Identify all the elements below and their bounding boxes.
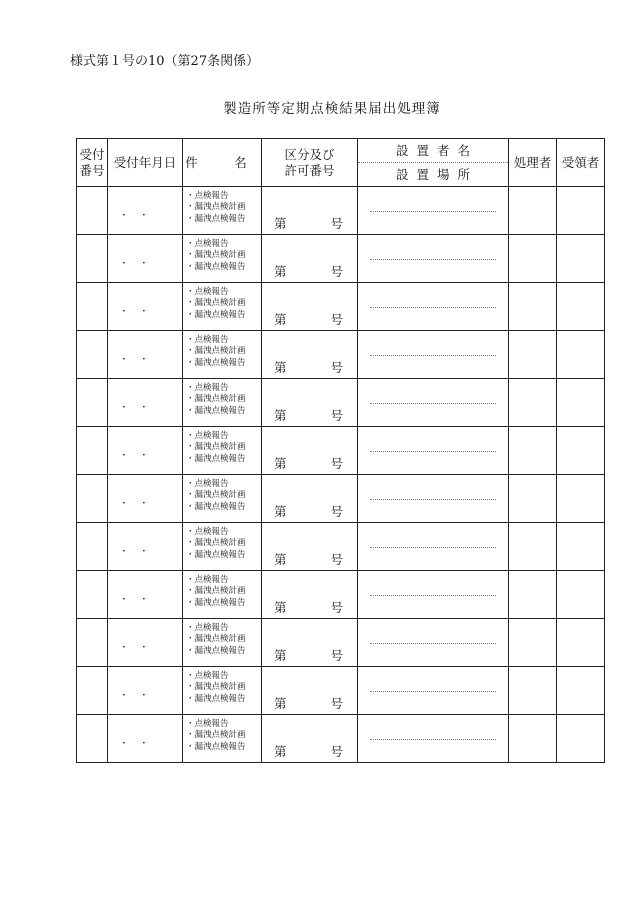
owner-divider [370, 403, 496, 404]
owner-divider [370, 451, 496, 452]
permit-cell[interactable] [262, 523, 358, 571]
subject-item: ・漏洩点検計画 [186, 730, 246, 741]
register-rows [77, 187, 605, 763]
subject-cell[interactable] [183, 187, 262, 235]
permit-suffix: 号 [330, 648, 343, 663]
subject-cell[interactable] [183, 715, 262, 763]
receipt-date-cell[interactable] [108, 571, 183, 619]
permit-cell[interactable] [262, 331, 358, 379]
permit-cell[interactable] [262, 427, 358, 475]
owner-cell[interactable] [358, 619, 509, 667]
subject-item: ・点検報告 [186, 623, 229, 633]
header-recipient: 受領者 [557, 139, 605, 187]
date-marks: ．． [121, 636, 168, 650]
subject-item: ・漏洩点検計画 [186, 298, 246, 309]
subject-item: ・漏洩点検計画 [186, 538, 246, 549]
permit-prefix: 第 [274, 264, 287, 279]
permit-suffix: 号 [330, 744, 343, 759]
subject-item: ・漏洩点検計画 [186, 634, 246, 645]
date-marks: ．． [121, 396, 168, 410]
subject-item: ・点検報告 [186, 671, 229, 681]
receipt-date-cell[interactable] [108, 331, 183, 379]
header-row [77, 139, 605, 187]
permit-suffix: 号 [330, 312, 343, 327]
form-number: 様式第１号の10（第27条関係） [70, 54, 260, 69]
header-permit [262, 139, 358, 187]
owner-cell[interactable] [358, 475, 509, 523]
header-subject: 件 名 [183, 139, 262, 187]
header-owner-location: 設置場所 [395, 166, 478, 182]
owner-cell[interactable] [358, 571, 509, 619]
handler-cell[interactable] [509, 283, 557, 331]
permit-prefix: 第 [274, 504, 287, 519]
table-row [77, 523, 605, 571]
handler-cell[interactable] [509, 475, 557, 523]
subject-cell[interactable] [183, 475, 262, 523]
recipient-cell[interactable] [557, 331, 605, 379]
subject-item: ・漏洩点検計画 [186, 682, 246, 693]
handler-cell[interactable] [509, 667, 557, 715]
subject-item: ・点検報告 [186, 527, 229, 537]
permit-cell[interactable] [262, 667, 358, 715]
receipt-date-cell[interactable] [108, 619, 183, 667]
permit-cell[interactable] [262, 187, 358, 235]
owner-divider [370, 307, 496, 308]
table-row [77, 283, 605, 331]
handler-cell[interactable] [509, 715, 557, 763]
receipt-no-cell[interactable] [77, 523, 108, 571]
permit-cell[interactable] [262, 475, 358, 523]
owner-cell[interactable] [358, 379, 509, 427]
header-handler: 処理者 [509, 139, 557, 187]
receipt-no-cell[interactable] [77, 379, 108, 427]
recipient-cell[interactable] [557, 667, 605, 715]
subject-item: ・漏洩点検計画 [186, 490, 246, 501]
permit-prefix: 第 [274, 744, 287, 759]
recipient-cell[interactable] [557, 715, 605, 763]
recipient-cell[interactable] [557, 619, 605, 667]
permit-suffix: 号 [330, 408, 343, 423]
subject-item: ・点検報告 [186, 479, 229, 489]
header-receipt-no [77, 139, 108, 187]
subject-item: ・漏洩点検報告 [186, 741, 246, 752]
subject-cell[interactable] [183, 379, 262, 427]
recipient-cell[interactable] [557, 379, 605, 427]
subject-item: ・漏洩点検計画 [186, 442, 246, 453]
subject-item: ・漏洩点検報告 [186, 261, 246, 272]
receipt-date-cell[interactable] [108, 283, 183, 331]
table-row [77, 187, 605, 235]
owner-cell[interactable] [358, 523, 509, 571]
subject-item: ・漏洩点検報告 [186, 453, 246, 464]
date-marks: ．． [121, 732, 168, 746]
permit-suffix: 号 [330, 504, 343, 519]
permit-prefix: 第 [274, 648, 287, 663]
recipient-cell[interactable] [557, 523, 605, 571]
permit-cell[interactable] [262, 235, 358, 283]
receipt-date-cell[interactable] [108, 187, 183, 235]
receipt-no-cell[interactable] [77, 427, 108, 475]
subject-item: ・点検報告 [186, 431, 229, 441]
table-row [77, 619, 605, 667]
subject-item: ・漏洩点検報告 [186, 405, 246, 416]
permit-prefix: 第 [274, 552, 287, 567]
subject-cell[interactable] [183, 283, 262, 331]
owner-cell[interactable] [358, 283, 509, 331]
receipt-no-cell[interactable] [77, 475, 108, 523]
receipt-no-cell[interactable] [77, 283, 108, 331]
permit-suffix: 号 [330, 456, 343, 471]
recipient-cell[interactable] [557, 571, 605, 619]
subject-cell[interactable] [183, 523, 262, 571]
receipt-date-cell[interactable] [108, 379, 183, 427]
permit-suffix: 号 [330, 600, 343, 615]
subject-item: ・漏洩点検報告 [186, 357, 246, 368]
register-table [76, 138, 605, 763]
permit-prefix: 第 [274, 360, 287, 375]
receipt-date-cell[interactable] [108, 715, 183, 763]
table-row [77, 235, 605, 283]
permit-suffix: 号 [330, 696, 343, 711]
subject-item: ・点検報告 [186, 575, 229, 585]
receipt-no-cell[interactable] [77, 235, 108, 283]
subject-cell[interactable] [183, 619, 262, 667]
header-permit-line2: 許可番号 [284, 162, 335, 178]
subject-item: ・点検報告 [186, 191, 229, 201]
subject-item: ・点検報告 [186, 287, 229, 297]
owner-divider [370, 547, 496, 548]
table-row [77, 475, 605, 523]
table-row [77, 571, 605, 619]
table-row [77, 331, 605, 379]
permit-cell[interactable] [262, 283, 358, 331]
owner-divider [370, 211, 496, 212]
permit-prefix: 第 [274, 600, 287, 615]
receipt-no-cell[interactable] [77, 187, 108, 235]
date-marks: ．． [121, 300, 168, 314]
header-receipt-no-line2: 番号 [79, 162, 105, 178]
date-marks: ．． [121, 348, 168, 362]
handler-cell[interactable] [509, 523, 557, 571]
handler-cell[interactable] [509, 187, 557, 235]
subject-item: ・漏洩点検計画 [186, 346, 246, 357]
header-owner [358, 139, 509, 187]
permit-cell[interactable] [262, 571, 358, 619]
date-marks: ．． [121, 204, 168, 218]
recipient-cell[interactable] [557, 475, 605, 523]
owner-divider [370, 739, 496, 740]
owner-divider [370, 595, 496, 596]
subject-item: ・漏洩点検報告 [186, 597, 246, 608]
subject-item: ・漏洩点検報告 [186, 213, 246, 224]
subject-cell[interactable] [183, 331, 262, 379]
subject-item: ・漏洩点検報告 [186, 309, 246, 320]
owner-divider [370, 259, 496, 260]
permit-suffix: 号 [330, 552, 343, 567]
permit-cell[interactable] [262, 715, 358, 763]
owner-divider [370, 643, 496, 644]
handler-cell[interactable] [509, 331, 557, 379]
header-receipt-date: 受付年月日 [108, 139, 183, 187]
subject-item: ・漏洩点検報告 [186, 693, 246, 704]
handler-cell[interactable] [509, 619, 557, 667]
permit-prefix: 第 [274, 456, 287, 471]
subject-cell[interactable] [183, 667, 262, 715]
receipt-no-cell[interactable] [77, 619, 108, 667]
date-marks: ．． [121, 252, 168, 266]
document-title: 製造所等定期点検結果届出処理簿 [223, 101, 441, 117]
handler-cell[interactable] [509, 427, 557, 475]
date-marks: ．． [121, 588, 168, 602]
receipt-no-cell[interactable] [77, 571, 108, 619]
subject-item: ・点検報告 [186, 719, 229, 729]
recipient-cell[interactable] [557, 283, 605, 331]
handler-cell[interactable] [509, 235, 557, 283]
owner-divider [370, 499, 496, 500]
owner-cell[interactable] [358, 187, 509, 235]
receipt-date-cell[interactable] [108, 475, 183, 523]
permit-suffix: 号 [330, 264, 343, 279]
date-marks: ．． [121, 684, 168, 698]
permit-prefix: 第 [274, 408, 287, 423]
handler-cell[interactable] [509, 571, 557, 619]
recipient-cell[interactable] [557, 235, 605, 283]
owner-cell[interactable] [358, 667, 509, 715]
permit-prefix: 第 [274, 312, 287, 327]
recipient-cell[interactable] [557, 187, 605, 235]
receipt-no-cell[interactable] [77, 667, 108, 715]
subject-item: ・漏洩点検計画 [186, 586, 246, 597]
subject-item: ・漏洩点検計画 [186, 250, 246, 261]
owner-cell[interactable] [358, 235, 509, 283]
date-marks: ．． [121, 444, 168, 458]
subject-item: ・漏洩点検報告 [186, 501, 246, 512]
date-marks: ．． [121, 540, 168, 554]
table-row [77, 379, 605, 427]
subject-cell[interactable] [183, 235, 262, 283]
recipient-cell[interactable] [557, 427, 605, 475]
permit-prefix: 第 [274, 696, 287, 711]
table-row [77, 715, 605, 763]
header-owner-name: 設置者名 [358, 139, 508, 163]
receipt-no-cell[interactable] [77, 715, 108, 763]
owner-cell[interactable] [358, 427, 509, 475]
subject-item: ・点検報告 [186, 335, 229, 345]
table-row [77, 427, 605, 475]
permit-cell[interactable] [262, 379, 358, 427]
subject-cell[interactable] [183, 427, 262, 475]
date-marks: ．． [121, 492, 168, 506]
header-receipt-no-line1: 受付 [79, 146, 105, 162]
owner-divider [370, 355, 496, 356]
owner-cell[interactable] [358, 331, 509, 379]
subject-cell[interactable] [183, 571, 262, 619]
receipt-no-cell[interactable] [77, 331, 108, 379]
permit-prefix: 第 [274, 216, 287, 231]
header-permit-line1: 区分及び [284, 146, 335, 162]
permit-cell[interactable] [262, 619, 358, 667]
owner-cell[interactable] [358, 715, 509, 763]
subject-item: ・点検報告 [186, 239, 229, 249]
subject-item: ・漏洩点検報告 [186, 549, 246, 560]
subject-item: ・漏洩点検報告 [186, 645, 246, 656]
subject-item: ・点検報告 [186, 383, 229, 393]
permit-suffix: 号 [330, 216, 343, 231]
receipt-date-cell[interactable] [108, 523, 183, 571]
table-row [77, 667, 605, 715]
subject-item: ・漏洩点検計画 [186, 394, 246, 405]
subject-item: ・漏洩点検計画 [186, 202, 246, 213]
receipt-date-cell[interactable] [108, 427, 183, 475]
receipt-date-cell[interactable] [108, 235, 183, 283]
receipt-date-cell[interactable] [108, 667, 183, 715]
handler-cell[interactable] [509, 379, 557, 427]
permit-suffix: 号 [330, 360, 343, 375]
owner-divider [370, 691, 496, 692]
